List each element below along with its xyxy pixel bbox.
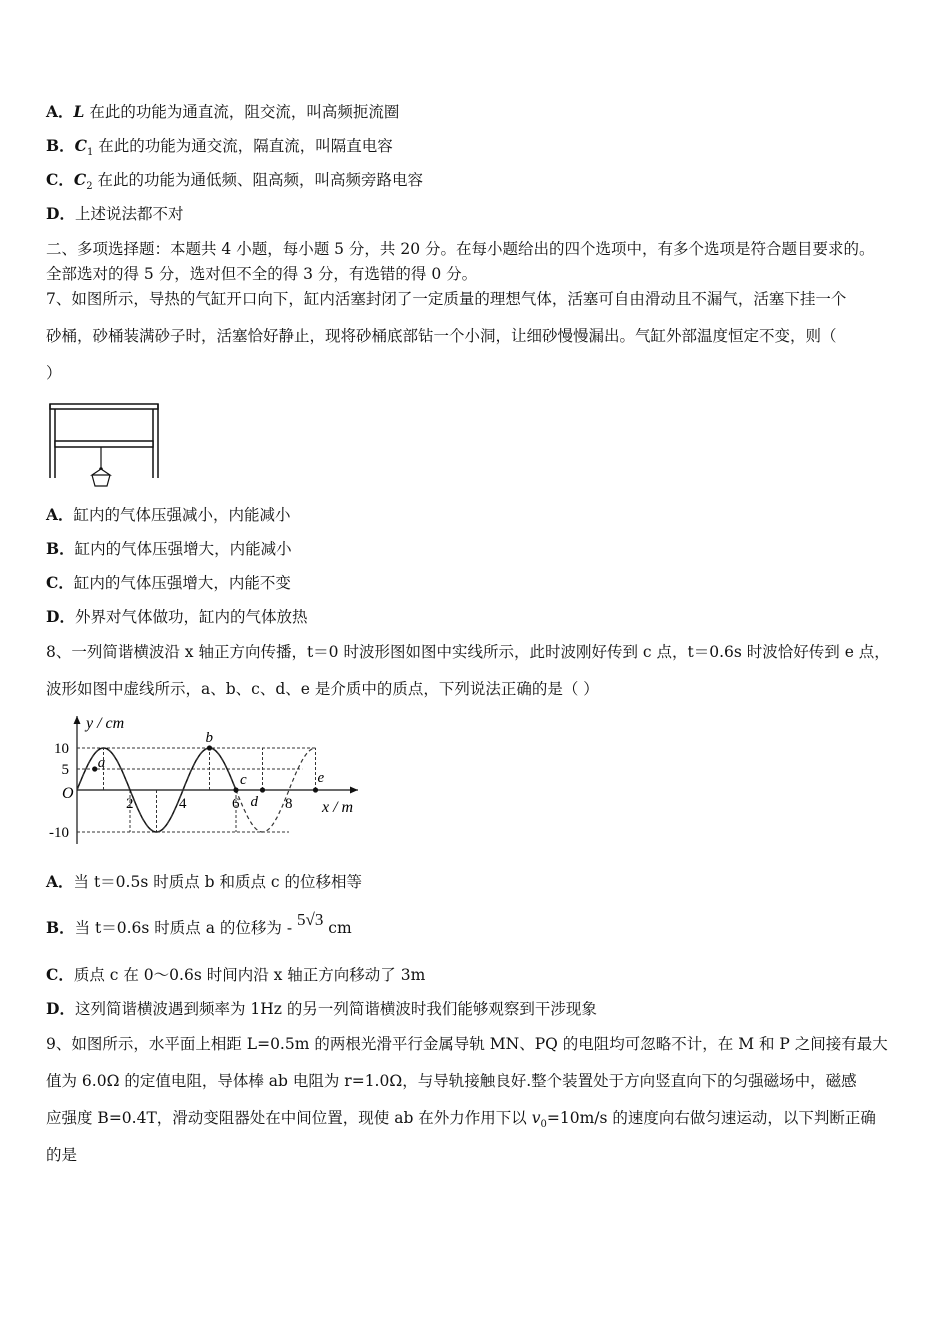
- q7-option-d: D．外界对气体做功，缸内的气体放热: [46, 607, 308, 626]
- q7-option-b: B．缸内的气体压强增大，内能减小: [46, 539, 292, 558]
- q6-option-b: B．$C_1$ 在此的功能为通交流，隔直流，叫隔直电容: [46, 136, 393, 159]
- q9-stem-line3: 应强度 B=0.4T，滑动变阻器处在中间位置，现使 ab 在外力作用下以 $v_0=10m/s$ 的速度向右做匀速运动，以下判断正确: [46, 1109, 876, 1131]
- cylinder-figure: [44, 402, 166, 494]
- sand-bucket-icon: [92, 469, 110, 486]
- x-tick-label: 8: [285, 796, 293, 812]
- q9-stem-line2: 值为 6.0Ω 的定值电阻，导体棒 ab 电阻为 r=1.0Ω，与导轨接触良好.整个装置处于方向竖直向下的匀强磁场中，磁感: [46, 1072, 857, 1090]
- q8-option-a: A．当 t＝0.5s 时质点 b 和质点 c 的位移相等: [46, 872, 363, 891]
- q7-option-c: C．缸内的气体压强增大，内能不变: [46, 573, 291, 592]
- q7-stem-line3: ）: [46, 364, 62, 382]
- y-tick-label: 5: [61, 762, 69, 778]
- q9-stem-line4: 的是: [46, 1146, 78, 1164]
- q9-stem-line1: 9、如图所示，水平面上相距 L=0.5m 的两根光滑平行金属导轨 MN、PQ 的电阻均可忽略不计，在 M 和 P 之间接有最大: [46, 1035, 888, 1053]
- q8-option-c: C．质点 c 在 0～0.6s 时间内沿 x 轴正方向移动了 3m: [46, 965, 426, 984]
- point-label-a: a: [97, 755, 106, 771]
- q7-option-a: A．缸内的气体压强减小，内能减小: [46, 505, 291, 524]
- origin-label: O: [62, 785, 74, 802]
- q7-stem-line1: 7、如图所示，导热的气缸开口向下，缸内活塞封闭了一定质量的理想气体，活塞可自由滑动且不漏气，活塞下挂一个: [46, 290, 847, 308]
- wave-chart: [40, 708, 370, 850]
- point-c: [233, 787, 238, 792]
- cylinder-top: [50, 404, 158, 409]
- q6-option-d: D．上述说法都不对: [46, 204, 184, 223]
- piston: [55, 441, 153, 447]
- y-axis-arrow-icon: [74, 716, 81, 724]
- x-tick-label: 2: [126, 796, 134, 812]
- point-e: [313, 787, 318, 792]
- x-axis-arrow-icon: [350, 787, 358, 794]
- point-label-e: e: [317, 770, 325, 786]
- q6-option-c: C．$C_2$ 在此的功能为通低频、阻高频，叫高频旁路电容: [46, 170, 423, 193]
- section2-line2: 全部选对的得 5 分，选对但不全的得 3 分，有选错的得 0 分。: [46, 265, 478, 283]
- section2-line1: 二、多项选择题：本题共 4 小题，每小题 5 分，共 20 分。在每小题给出的四个选项中，有多个选项是符合题目要求的。: [46, 240, 875, 258]
- q8-option-b: B．当 t＝0.6s 时质点 a 的位移为 - 5√3 cm: [46, 910, 352, 937]
- point-label-b: b: [205, 730, 213, 746]
- y-tick-label: -10: [49, 825, 69, 841]
- point-label-c: c: [240, 772, 247, 788]
- y-axis-label: y / cm: [86, 715, 125, 732]
- q7-stem-line2: 砂桶，砂桶装满砂子时，活塞恰好静止，现将砂桶底部钻一个小洞，让细砂慢慢漏出。气缸外部温度恒定不变，则（: [46, 327, 837, 345]
- y-tick-label: 10: [54, 741, 69, 757]
- point-a: [92, 766, 97, 771]
- point-label-d: d: [250, 794, 258, 810]
- x-tick-label: 4: [179, 796, 187, 812]
- point-b: [207, 745, 212, 750]
- q8-stem-line1: 8、一列简谐横波沿 x 轴正方向传播，t＝0 时波形图如图中实线所示，此时波刚好传到 c 点，t＝0.6s 时波恰好传到 e 点，: [46, 643, 890, 661]
- q6-option-a: A．L 在此的功能为通直流，阻交流，叫高频扼流圈: [46, 102, 400, 121]
- formula-5-sqrt3: 5√3: [297, 910, 324, 929]
- q8-option-d: D．这列简谐横波遇到频率为 1Hz 的另一列简谐横波时我们能够观察到干涉现象: [46, 999, 597, 1018]
- x-axis-label: x / m: [322, 799, 354, 816]
- x-tick-label: 6: [232, 796, 240, 812]
- point-d: [260, 787, 265, 792]
- q8-stem-line2: 波形如图中虚线所示，a、b、c、d、e 是介质中的质点，下列说法正确的是（ ）: [46, 680, 599, 698]
